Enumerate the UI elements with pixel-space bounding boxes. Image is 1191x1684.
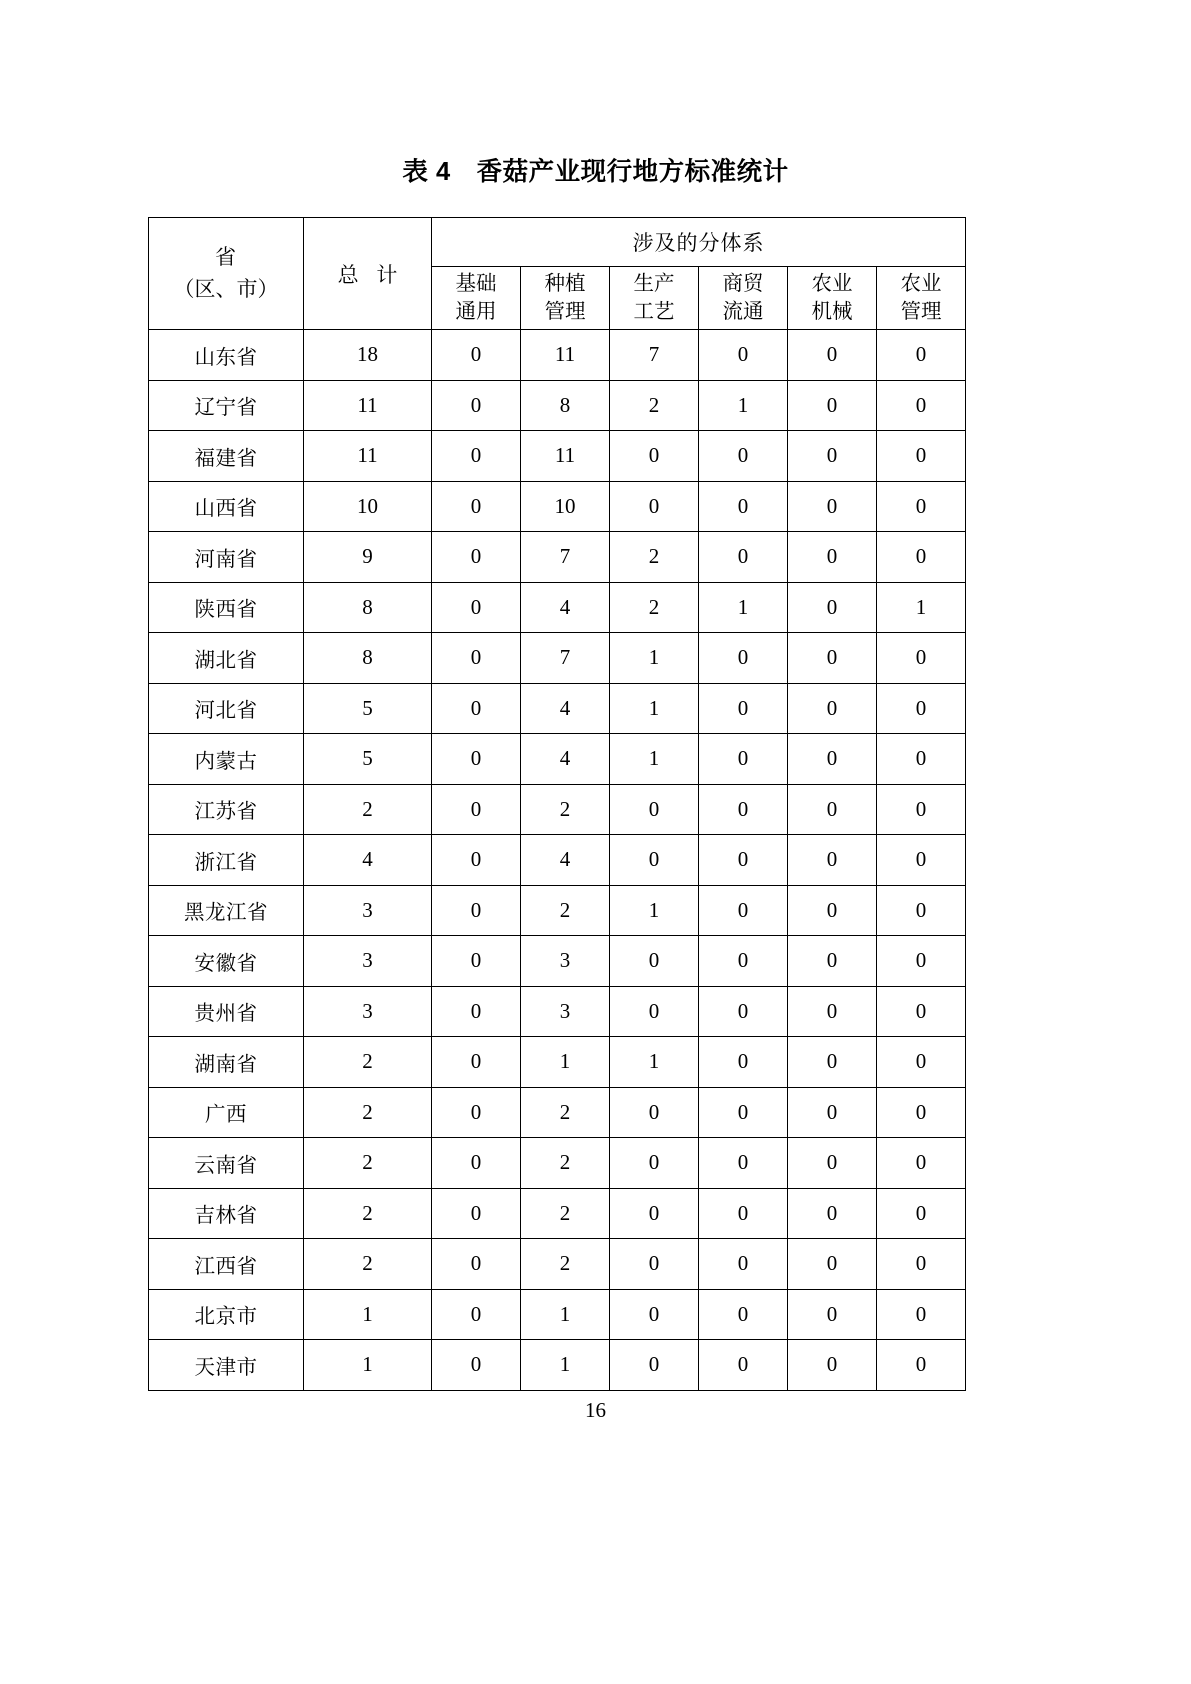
cell-cultivation-management: 7 bbox=[521, 633, 610, 684]
cell-province: 福建省 bbox=[149, 431, 304, 482]
table-row bbox=[149, 481, 966, 532]
cell-total: 1 bbox=[304, 1289, 432, 1340]
cell-province: 吉林省 bbox=[149, 1188, 304, 1239]
cell-trade-circulation: 0 bbox=[699, 835, 788, 886]
cell-agricultural-management: 0 bbox=[877, 986, 966, 1037]
cell-total: 2 bbox=[304, 784, 432, 835]
cell-trade-circulation: 0 bbox=[699, 734, 788, 785]
cell-cultivation-management: 2 bbox=[521, 1087, 610, 1138]
cell-total: 2 bbox=[304, 1037, 432, 1088]
sub-header-line1: 农业 bbox=[900, 272, 942, 296]
cell-production-process: 2 bbox=[610, 532, 699, 583]
cell-agricultural-machinery: 0 bbox=[788, 1340, 877, 1391]
standards-table-container bbox=[148, 217, 965, 1391]
cell-cultivation-management: 4 bbox=[521, 835, 610, 886]
cell-agricultural-management: 0 bbox=[877, 1340, 966, 1391]
cell-agricultural-management: 0 bbox=[877, 1138, 966, 1189]
cell-agricultural-machinery: 0 bbox=[788, 1087, 877, 1138]
cell-cultivation-management: 4 bbox=[521, 683, 610, 734]
cell-basic-general: 0 bbox=[432, 330, 521, 381]
cell-agricultural-machinery: 0 bbox=[788, 1289, 877, 1340]
page-number: 16 bbox=[585, 1398, 606, 1422]
table-row bbox=[149, 683, 966, 734]
cell-agricultural-machinery: 0 bbox=[788, 986, 877, 1037]
cell-cultivation-management: 4 bbox=[521, 582, 610, 633]
sub-header-line2: 工艺 bbox=[633, 300, 675, 323]
table-row bbox=[149, 1138, 966, 1189]
cell-trade-circulation: 0 bbox=[699, 431, 788, 482]
cell-agricultural-machinery: 0 bbox=[788, 885, 877, 936]
table-row bbox=[149, 532, 966, 583]
province-label-line2: （区、市） bbox=[173, 277, 279, 301]
cell-cultivation-management: 3 bbox=[521, 986, 610, 1037]
cell-province: 江西省 bbox=[149, 1239, 304, 1290]
cell-total: 1 bbox=[304, 1340, 432, 1391]
cell-trade-circulation: 0 bbox=[699, 1239, 788, 1290]
table-row bbox=[149, 1289, 966, 1340]
cell-agricultural-machinery: 0 bbox=[788, 380, 877, 431]
cell-province: 贵州省 bbox=[149, 986, 304, 1037]
cell-basic-general: 0 bbox=[432, 633, 521, 684]
table-row bbox=[149, 835, 966, 886]
table-body bbox=[149, 330, 966, 1391]
column-header-subsystem-group: 涉及的分体系 bbox=[432, 218, 966, 267]
sub-header-line2: 流通 bbox=[722, 300, 764, 323]
cell-total: 2 bbox=[304, 1188, 432, 1239]
cell-agricultural-management: 0 bbox=[877, 1289, 966, 1340]
sub-header-line1: 农业 bbox=[811, 272, 853, 296]
column-header-total: 总 计 bbox=[304, 218, 432, 330]
cell-province: 浙江省 bbox=[149, 835, 304, 886]
cell-total: 3 bbox=[304, 885, 432, 936]
cell-province: 内蒙古 bbox=[149, 734, 304, 785]
cell-cultivation-management: 1 bbox=[521, 1037, 610, 1088]
cell-production-process: 0 bbox=[610, 835, 699, 886]
cell-province: 湖北省 bbox=[149, 633, 304, 684]
table-row bbox=[149, 1087, 966, 1138]
sub-header-line2: 通用 bbox=[455, 300, 497, 323]
table-row bbox=[149, 986, 966, 1037]
column-header-basic-general bbox=[432, 267, 521, 330]
column-header-agricultural-management bbox=[877, 267, 966, 330]
cell-total: 8 bbox=[304, 633, 432, 684]
cell-basic-general: 0 bbox=[432, 734, 521, 785]
cell-cultivation-management: 1 bbox=[521, 1340, 610, 1391]
cell-agricultural-machinery: 0 bbox=[788, 481, 877, 532]
cell-production-process: 2 bbox=[610, 582, 699, 633]
cell-basic-general: 0 bbox=[432, 1087, 521, 1138]
cell-basic-general: 0 bbox=[432, 582, 521, 633]
table-row bbox=[149, 1037, 966, 1088]
table-row bbox=[149, 1188, 966, 1239]
cell-trade-circulation: 0 bbox=[699, 330, 788, 381]
cell-agricultural-machinery: 0 bbox=[788, 431, 877, 482]
sub-header-line2: 管理 bbox=[900, 300, 942, 323]
cell-province: 陕西省 bbox=[149, 582, 304, 633]
cell-province: 北京市 bbox=[149, 1289, 304, 1340]
cell-agricultural-management: 0 bbox=[877, 734, 966, 785]
cell-trade-circulation: 0 bbox=[699, 784, 788, 835]
cell-cultivation-management: 8 bbox=[521, 380, 610, 431]
cell-trade-circulation: 0 bbox=[699, 885, 788, 936]
cell-agricultural-machinery: 0 bbox=[788, 784, 877, 835]
cell-basic-general: 0 bbox=[432, 1239, 521, 1290]
cell-agricultural-management: 0 bbox=[877, 1087, 966, 1138]
cell-province: 黑龙江省 bbox=[149, 885, 304, 936]
cell-production-process: 0 bbox=[610, 986, 699, 1037]
table-row bbox=[149, 633, 966, 684]
cell-agricultural-management: 0 bbox=[877, 330, 966, 381]
cell-trade-circulation: 0 bbox=[699, 1340, 788, 1391]
table-row bbox=[149, 784, 966, 835]
cell-basic-general: 0 bbox=[432, 683, 521, 734]
cell-production-process: 0 bbox=[610, 1087, 699, 1138]
sub-header-line2: 机械 bbox=[811, 300, 853, 323]
cell-production-process: 1 bbox=[610, 734, 699, 785]
province-label-line1: 省 bbox=[215, 246, 237, 269]
cell-basic-general: 0 bbox=[432, 835, 521, 886]
cell-cultivation-management: 2 bbox=[521, 1138, 610, 1189]
cell-agricultural-management: 0 bbox=[877, 683, 966, 734]
cell-basic-general: 0 bbox=[432, 431, 521, 482]
cell-production-process: 1 bbox=[610, 633, 699, 684]
cell-basic-general: 0 bbox=[432, 1037, 521, 1088]
column-header-trade-circulation bbox=[699, 267, 788, 330]
cell-basic-general: 0 bbox=[432, 1289, 521, 1340]
cell-trade-circulation: 0 bbox=[699, 1138, 788, 1189]
cell-agricultural-management: 0 bbox=[877, 431, 966, 482]
cell-production-process: 0 bbox=[610, 1138, 699, 1189]
cell-total: 5 bbox=[304, 683, 432, 734]
cell-agricultural-machinery: 0 bbox=[788, 734, 877, 785]
cell-province: 河南省 bbox=[149, 532, 304, 583]
table-row bbox=[149, 936, 966, 987]
sub-header-line1: 商贸 bbox=[722, 272, 764, 296]
cell-trade-circulation: 0 bbox=[699, 986, 788, 1037]
cell-production-process: 0 bbox=[610, 1188, 699, 1239]
cell-production-process: 7 bbox=[610, 330, 699, 381]
cell-cultivation-management: 2 bbox=[521, 1239, 610, 1290]
cell-province: 天津市 bbox=[149, 1340, 304, 1391]
cell-production-process: 1 bbox=[610, 885, 699, 936]
cell-total: 11 bbox=[304, 431, 432, 482]
cell-total: 11 bbox=[304, 380, 432, 431]
cell-basic-general: 0 bbox=[432, 1188, 521, 1239]
cell-production-process: 0 bbox=[610, 784, 699, 835]
cell-agricultural-management: 0 bbox=[877, 936, 966, 987]
table-row bbox=[149, 734, 966, 785]
cell-cultivation-management: 10 bbox=[521, 481, 610, 532]
cell-agricultural-management: 0 bbox=[877, 1239, 966, 1290]
cell-agricultural-machinery: 0 bbox=[788, 1239, 877, 1290]
cell-basic-general: 0 bbox=[432, 885, 521, 936]
cell-province: 安徽省 bbox=[149, 936, 304, 987]
cell-province: 云南省 bbox=[149, 1138, 304, 1189]
table-row bbox=[149, 380, 966, 431]
cell-basic-general: 0 bbox=[432, 481, 521, 532]
sub-header-line2: 管理 bbox=[544, 300, 586, 323]
cell-trade-circulation: 0 bbox=[699, 1289, 788, 1340]
cell-agricultural-machinery: 0 bbox=[788, 1138, 877, 1189]
table-row bbox=[149, 582, 966, 633]
cell-cultivation-management: 2 bbox=[521, 885, 610, 936]
sub-header-line1: 种植 bbox=[544, 272, 586, 296]
cell-agricultural-management: 1 bbox=[877, 582, 966, 633]
cell-cultivation-management: 11 bbox=[521, 431, 610, 482]
cell-province: 山东省 bbox=[149, 330, 304, 381]
cell-agricultural-machinery: 0 bbox=[788, 936, 877, 987]
cell-total: 2 bbox=[304, 1239, 432, 1290]
cell-cultivation-management: 4 bbox=[521, 734, 610, 785]
cell-trade-circulation: 0 bbox=[699, 481, 788, 532]
standards-table bbox=[148, 217, 966, 1391]
cell-agricultural-machinery: 0 bbox=[788, 683, 877, 734]
sub-header-line1: 基础 bbox=[455, 272, 497, 296]
cell-trade-circulation: 0 bbox=[699, 683, 788, 734]
cell-agricultural-machinery: 0 bbox=[788, 633, 877, 684]
cell-agricultural-management: 0 bbox=[877, 835, 966, 886]
sub-header-line1: 生产 bbox=[633, 272, 675, 296]
cell-total: 2 bbox=[304, 1087, 432, 1138]
cell-trade-circulation: 1 bbox=[699, 582, 788, 633]
cell-agricultural-machinery: 0 bbox=[788, 835, 877, 886]
cell-agricultural-management: 0 bbox=[877, 532, 966, 583]
cell-agricultural-management: 0 bbox=[877, 481, 966, 532]
cell-province: 河北省 bbox=[149, 683, 304, 734]
cell-total: 2 bbox=[304, 1138, 432, 1189]
cell-province: 湖南省 bbox=[149, 1037, 304, 1088]
header-row-1 bbox=[149, 218, 966, 267]
cell-province: 山西省 bbox=[149, 481, 304, 532]
cell-trade-circulation: 0 bbox=[699, 532, 788, 583]
cell-total: 5 bbox=[304, 734, 432, 785]
cell-province: 江苏省 bbox=[149, 784, 304, 835]
cell-total: 3 bbox=[304, 986, 432, 1037]
cell-trade-circulation: 0 bbox=[699, 1037, 788, 1088]
cell-production-process: 0 bbox=[610, 1340, 699, 1391]
cell-production-process: 1 bbox=[610, 1037, 699, 1088]
table-row bbox=[149, 330, 966, 381]
cell-agricultural-machinery: 0 bbox=[788, 582, 877, 633]
cell-basic-general: 0 bbox=[432, 986, 521, 1037]
cell-total: 18 bbox=[304, 330, 432, 381]
cell-production-process: 0 bbox=[610, 1289, 699, 1340]
cell-trade-circulation: 0 bbox=[699, 633, 788, 684]
cell-total: 9 bbox=[304, 532, 432, 583]
cell-agricultural-management: 0 bbox=[877, 1188, 966, 1239]
cell-basic-general: 0 bbox=[432, 1138, 521, 1189]
table-row bbox=[149, 431, 966, 482]
cell-production-process: 1 bbox=[610, 683, 699, 734]
cell-province: 辽宁省 bbox=[149, 380, 304, 431]
cell-cultivation-management: 1 bbox=[521, 1289, 610, 1340]
page-title: 表 4 香菇产业现行地方标准统计 bbox=[402, 158, 789, 186]
cell-cultivation-management: 11 bbox=[521, 330, 610, 381]
cell-agricultural-machinery: 0 bbox=[788, 1188, 877, 1239]
cell-cultivation-management: 2 bbox=[521, 1188, 610, 1239]
table-row bbox=[149, 1239, 966, 1290]
cell-agricultural-management: 0 bbox=[877, 380, 966, 431]
cell-trade-circulation: 0 bbox=[699, 1188, 788, 1239]
cell-production-process: 0 bbox=[610, 1239, 699, 1290]
cell-agricultural-management: 0 bbox=[877, 784, 966, 835]
cell-production-process: 0 bbox=[610, 481, 699, 532]
column-header-production-process bbox=[610, 267, 699, 330]
cell-agricultural-management: 0 bbox=[877, 1037, 966, 1088]
cell-trade-circulation: 0 bbox=[699, 936, 788, 987]
cell-trade-circulation: 0 bbox=[699, 1087, 788, 1138]
column-header-agricultural-machinery bbox=[788, 267, 877, 330]
cell-basic-general: 0 bbox=[432, 1340, 521, 1391]
cell-total: 10 bbox=[304, 481, 432, 532]
cell-cultivation-management: 7 bbox=[521, 532, 610, 583]
cell-agricultural-machinery: 0 bbox=[788, 330, 877, 381]
cell-agricultural-management: 0 bbox=[877, 885, 966, 936]
cell-production-process: 0 bbox=[610, 936, 699, 987]
cell-basic-general: 0 bbox=[432, 936, 521, 987]
cell-basic-general: 0 bbox=[432, 380, 521, 431]
cell-basic-general: 0 bbox=[432, 784, 521, 835]
cell-cultivation-management: 3 bbox=[521, 936, 610, 987]
cell-total: 4 bbox=[304, 835, 432, 886]
cell-agricultural-machinery: 0 bbox=[788, 532, 877, 583]
table-row bbox=[149, 1340, 966, 1391]
table-row bbox=[149, 885, 966, 936]
cell-basic-general: 0 bbox=[432, 532, 521, 583]
cell-total: 8 bbox=[304, 582, 432, 633]
column-header-cultivation-management bbox=[521, 267, 610, 330]
cell-production-process: 2 bbox=[610, 380, 699, 431]
table-header bbox=[149, 218, 966, 330]
cell-total: 3 bbox=[304, 936, 432, 987]
cell-province: 广西 bbox=[149, 1087, 304, 1138]
cell-trade-circulation: 1 bbox=[699, 380, 788, 431]
column-header-province bbox=[149, 218, 304, 330]
cell-production-process: 0 bbox=[610, 431, 699, 482]
cell-agricultural-management: 0 bbox=[877, 633, 966, 684]
cell-cultivation-management: 2 bbox=[521, 784, 610, 835]
cell-agricultural-machinery: 0 bbox=[788, 1037, 877, 1088]
